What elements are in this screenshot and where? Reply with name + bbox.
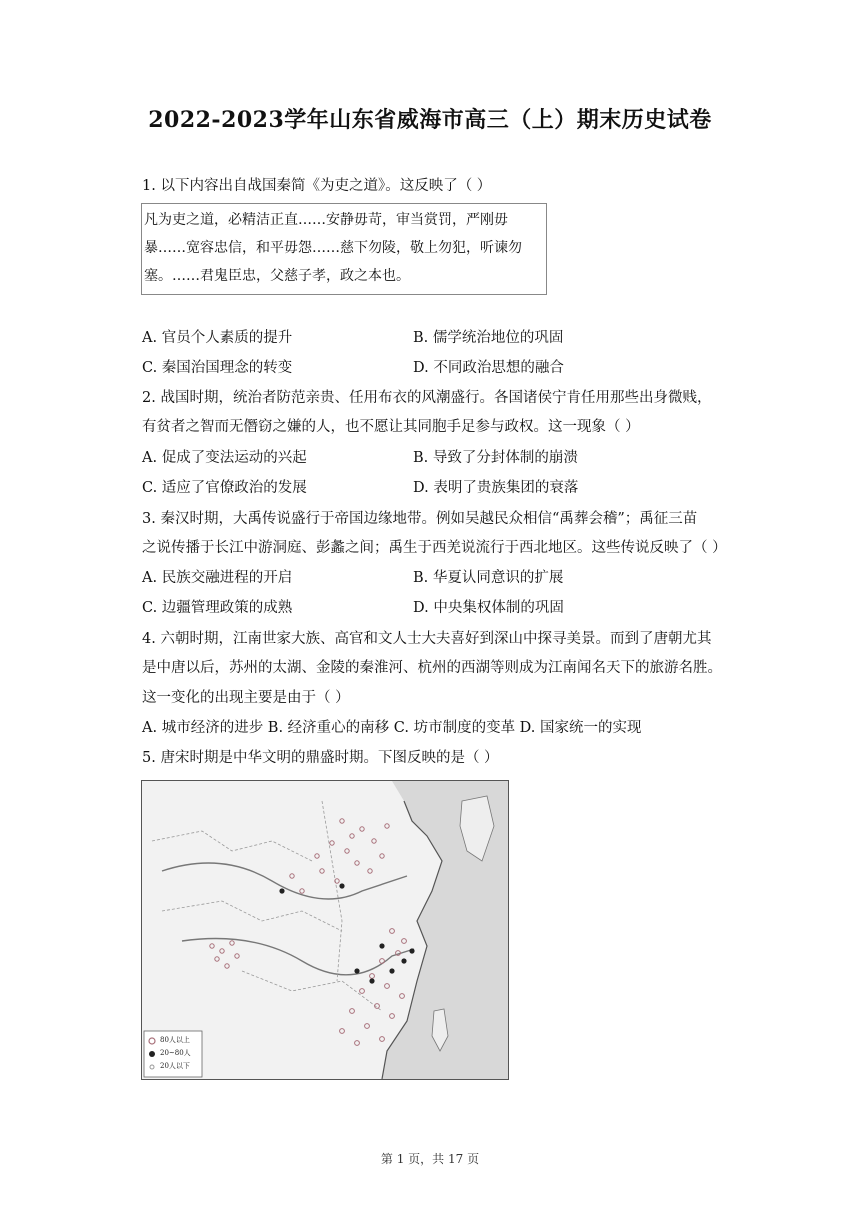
option-d: D. 中央集权体制的巩固 [413, 600, 564, 616]
map-legend [160, 1034, 191, 1073]
legend-item: 20~80人 [160, 1049, 191, 1057]
option-d: D. 表明了贵族集团的衰落 [413, 480, 579, 496]
question-4-stem: 是中唐以后，苏州的太湖、金陵的秦淮河、杭州的西湖等则成为江南闻名天下的旅游名胜。 [142, 660, 722, 676]
option-c: C. 适应了官僚政治的发展 [142, 480, 307, 496]
quote-line: 凡为吏之道，必精洁正直……安静毋苛，审当赏罚，严刚毋 [144, 212, 508, 228]
quote-line: 暴……宽容忠信，和平毋怨……慈下勿陵，敬上勿犯，听谏勿 [144, 240, 522, 256]
question-3-stem: 之说传播于长江中游洞庭、彭蠡之间；禹生于西羌说流行于西北地区。这些传说反映了（ ） [142, 540, 727, 556]
question-5-stem: 5. 唐宋时期是中华文明的鼎盛时期。下图反映的是（ ） [142, 750, 499, 766]
option-b: B. 导致了分封体制的崩溃 [413, 450, 578, 466]
option-b: B. 华夏认同意识的扩展 [413, 570, 564, 586]
question-4-options: A. 城市经济的进步 B. 经济重心的南移 C. 坊市制度的变革 D. 国家统一的实现 [142, 720, 642, 736]
question-2-stem: 2. 战国时期，统治者防范亲贵、任用布衣的风潮盛行。各国诸侯宁肯任用那些出身微贱， [142, 390, 712, 406]
question-4-stem: 4. 六朝时期，江南世家大族、高官和文人士大夫喜好到深山中探寻美景。而到了唐朝尤其 [142, 631, 712, 647]
distribution-map [141, 780, 509, 1080]
option-c: C. 秦国治国理念的转变 [142, 360, 293, 376]
map-graphic [142, 781, 508, 1079]
quote-line: 塞。……君鬼臣忠，父慈子孝，政之本也。 [144, 268, 410, 284]
option-d: D. 不同政治思想的融合 [413, 360, 564, 376]
option-a: A. 民族交融进程的开启 [142, 570, 293, 586]
legend-item: 80人以上 [160, 1036, 190, 1044]
page-title: 2022-2023学年山东省威海市高三（上）期末历史试卷 [148, 107, 712, 133]
legend-item: 20人以下 [160, 1062, 190, 1070]
question-3-stem: 3. 秦汉时期，大禹传说盛行于帝国边缘地带。例如吴越民众相信“禹葬会稽”；禹征三苗 [142, 511, 698, 527]
question-4-stem: 这一变化的出现主要是由于（ ） [142, 690, 350, 706]
option-c: C. 边疆管理政策的成熟 [142, 600, 293, 616]
option-a: A. 促成了变法运动的兴起 [142, 450, 307, 466]
page-footer: 第 1 页，共 17 页 [380, 1152, 480, 1166]
question-2-stem: 有贫者之智而无僭窃之嫌的人，也不愿让其同胞手足参与政权。这一现象（ ） [142, 419, 640, 435]
question-1-stem: 1. 以下内容出自战国秦简《为吏之道》。这反映了（ ） [142, 178, 492, 194]
option-a: A. 官员个人素质的提升 [142, 330, 293, 346]
option-b: B. 儒学统治地位的巩固 [413, 330, 564, 346]
